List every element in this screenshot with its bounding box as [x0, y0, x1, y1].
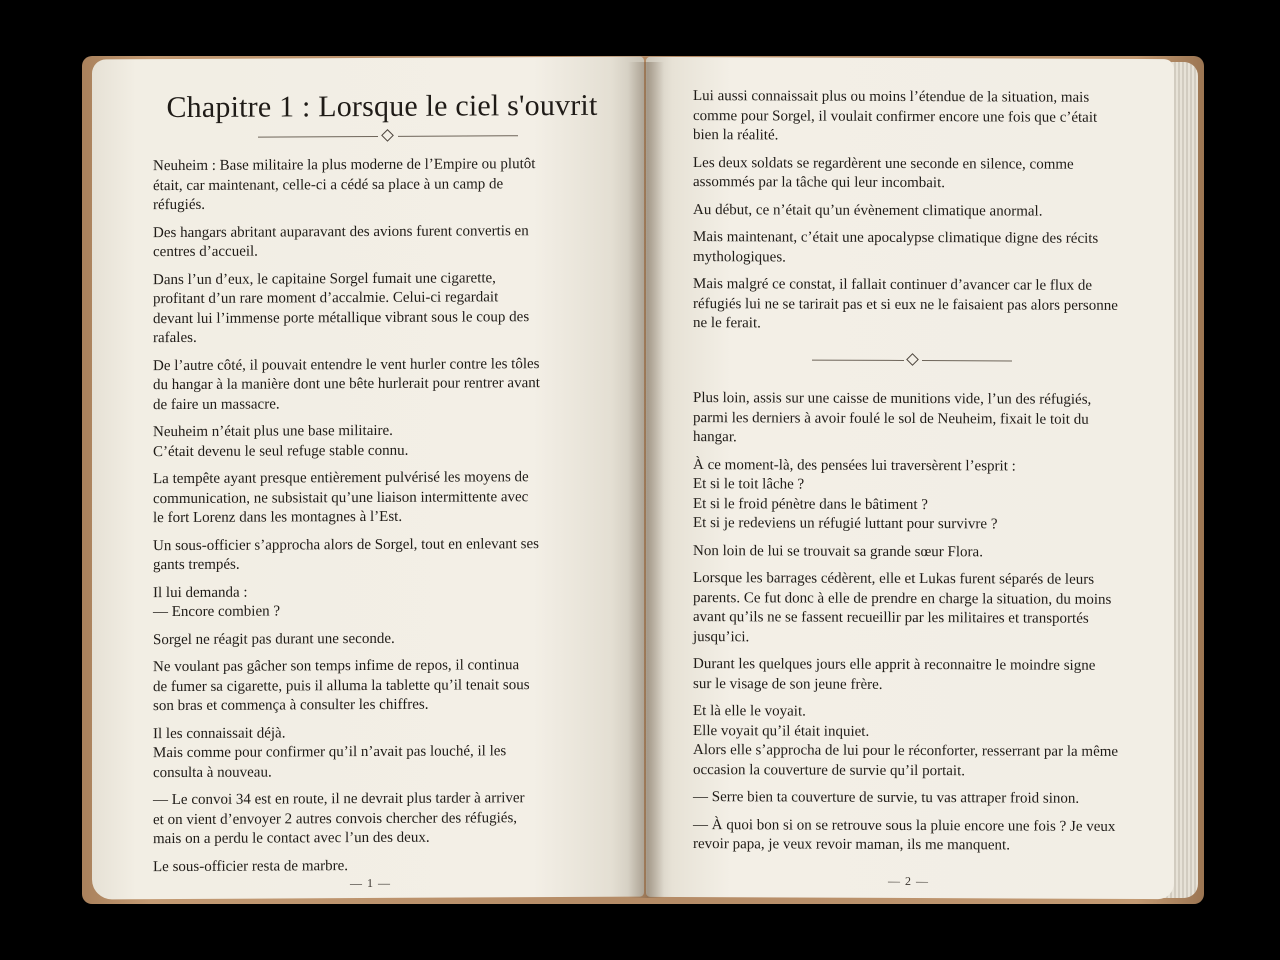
paragraph [153, 155, 623, 216]
text-line: Des hangars abritant auparavant des avions furent convertis en [153, 222, 529, 241]
text-line: avant qu’ils ne se fassent recueillir par les militaires et transportés [693, 609, 1089, 627]
text-line: — Encore combien ? [153, 603, 281, 621]
text-line: mythologiques. [693, 248, 786, 265]
text-line: parents. Ce fut donc à elle de prendre en charge la situation, du moins [693, 589, 1112, 608]
text-line: Les deux soldats se regardèrent une seconde en silence, comme [693, 154, 1074, 173]
text-line: Au début, ce n’était qu’un évènement climatique anormal. [693, 201, 1043, 220]
paragraph [153, 789, 623, 850]
text-line: réfugiés lui ne se tarirait pas et si eux ne le faisaient pas alors personne [693, 295, 1118, 314]
text-line: Neuheim : Base militaire la plus moderne de l’Empire ou plutôt [153, 156, 536, 175]
paragraph [693, 389, 1163, 450]
paragraph [693, 456, 1163, 536]
text-line: Et si le froid pénètre dans le bâtiment ? [693, 495, 928, 513]
paragraph [693, 655, 1163, 696]
paragraph [693, 542, 1163, 564]
text-line: devant lui l’immense porte métallique vibrant sous le coup des [153, 308, 530, 327]
text-line: bien la réalité. [693, 127, 779, 144]
section-ornament [812, 354, 1012, 367]
text-line: Et si je redeviens un réfugié luttant pour survivre ? [693, 515, 998, 533]
text-line: revoir papa, je veux revoir maman, ils me manquent. [693, 836, 1010, 854]
text-line: Il les connaissait déjà. [153, 724, 286, 742]
text-line: Lui aussi connaissait plus ou moins l’étendue de la situation, mais [693, 88, 1090, 106]
text-line: rafales. [153, 329, 197, 347]
paragraph [693, 154, 1163, 195]
text-line: Sorgel ne réagit pas durant une seconde. [153, 630, 395, 648]
text-line: — Serre bien ta couverture de survie, tu vas attraper froid sinon. [693, 789, 1080, 807]
text-line: Alors elle s’approcha de lui pour le réconforter, resserrant par la même [693, 742, 1119, 760]
text-line: et on vient d’envoyer 2 autres convois chercher des réfugiés, [153, 809, 518, 828]
paragraph [693, 201, 1163, 223]
text-line: Non loin de lui se trouvait sa grande sœur Flora. [693, 542, 983, 560]
paragraph [153, 354, 623, 415]
right-page-text-bottom [693, 389, 1163, 865]
text-line: La tempête ayant presque entièrement pulvérisé les moyens de [153, 469, 529, 488]
paragraph [693, 87, 1163, 148]
paragraph [153, 855, 623, 877]
paragraph [693, 788, 1163, 810]
paragraph [693, 569, 1163, 649]
right-page-text-top [693, 87, 1163, 344]
text-line: — Le convoi 34 est en route, il ne devrait plus tarder à arriver [153, 790, 525, 809]
right-page [646, 57, 1174, 899]
text-line: Lorsque les barrages cédèrent, elle et Lukas furent séparés de leurs [693, 570, 1095, 588]
text-line: centres d’accueil. [153, 243, 258, 261]
text-line: assommés par la tâche qui leur incombait. [693, 174, 946, 192]
text-line: gants trempés. [153, 556, 240, 574]
text-line: Il lui demanda : [153, 584, 248, 601]
text-line: À ce moment-là, des pensées lui traversèrent l’esprit : [693, 456, 1016, 474]
text-line: Dans l’un d’eux, le capitaine Sorgel fumait une cigarette, [153, 269, 496, 288]
paragraph [153, 534, 623, 575]
text-line: De l’autre côté, il pouvait entendre le vent hurler contre les tôles [153, 355, 540, 374]
text-line: ne le ferait. [693, 315, 761, 332]
text-line: Le sous-officier resta de marbre. [153, 857, 349, 875]
left-page-text [153, 155, 623, 885]
paragraph [153, 221, 623, 262]
text-line: Durant les quelques jours elle apprit à reconnaitre le moindre signe [693, 656, 1096, 674]
text-line: Mais comme pour confirmer qu’il n’avait pas louché, il les [153, 743, 507, 762]
text-line: Elle voyait qu’il était inquiet. [693, 722, 870, 740]
text-line: Mais malgré ce constat, il fallait continuer d’avancer car le flux de [693, 276, 1092, 294]
text-line: sur le visage de son jeune frère. [693, 675, 883, 693]
text-line: Neuheim n’était plus une base militaire. [153, 422, 393, 441]
page-number-left: — 1 — [350, 875, 391, 891]
text-line: Et là elle le voyait. [693, 703, 806, 720]
paragraph [153, 468, 623, 529]
text-line: profitant d’un rare moment d’accalmie. Celui-ci regardait [153, 289, 499, 308]
paragraph [693, 816, 1163, 857]
text-line: de faire un massacre. [153, 395, 280, 413]
left-page [92, 57, 644, 900]
text-line: communication, ne subsistait qu’une liaison intermittente avec [153, 488, 529, 507]
chapter-ornament [258, 129, 518, 142]
paragraph [153, 722, 623, 783]
chapter-title: Chapitre 1 : Lorsque le ciel s'ouvrit [166, 88, 598, 125]
text-line: Un sous-officier s’approcha alors de Sorgel, tout en enlevant ses [153, 535, 540, 554]
paragraph [153, 421, 623, 462]
text-line: mais on a perdu le contact avec l’un des deux. [153, 829, 430, 848]
paragraph [693, 702, 1163, 782]
text-line: du hangar à la manière dont une bête hurlerait pour rentrer avant [153, 375, 540, 394]
paragraph [693, 228, 1163, 269]
text-line: Plus loin, assis sur une caisse de munitions vide, l’un des réfugiés, [693, 390, 1092, 408]
page-number-right: — 2 — [888, 873, 929, 889]
text-line: Mais maintenant, c’était une apocalypse climatique digne des récits [693, 229, 1099, 247]
paragraph [153, 581, 623, 622]
text-line: le fort Lorenz dans les montagnes à l’Est. [153, 508, 403, 527]
text-line: Et si le toit lâche ? [693, 476, 805, 493]
paragraph [153, 628, 623, 650]
text-line: son bras et commença à consulter les chiffres. [153, 696, 429, 715]
text-line: occasion la couverture de survie qu’il portait. [693, 761, 965, 779]
text-line: — À quoi bon si on se retrouve sous la pluie encore une fois ? Je veux [693, 816, 1116, 835]
text-line: réfugiés. [153, 196, 206, 214]
text-line: parmi les derniers à avoir foulé le sol de Neuheim, fixait le toit du [693, 409, 1089, 428]
paragraph [693, 275, 1163, 336]
text-line: consulta à nouveau. [153, 764, 272, 781]
text-line: hangar. [693, 429, 737, 446]
text-line: de fumer sa cigarette, puis il alluma la tablette qu’il tenait sous [153, 676, 530, 695]
paragraph [153, 268, 623, 348]
text-line: Ne voulant pas gâcher son temps infime de repos, il continua [153, 657, 520, 676]
paragraph [153, 656, 623, 717]
text-line: était, car maintenant, celle-ci a cédé sa place à un camp de [153, 175, 504, 194]
text-line: C’était devenu le seul refuge stable connu. [153, 442, 409, 460]
text-line: comme pour Sorgel, il voulait confirmer encore une fois que c’était [693, 107, 1098, 126]
text-line: jusqu’ici. [693, 628, 750, 645]
